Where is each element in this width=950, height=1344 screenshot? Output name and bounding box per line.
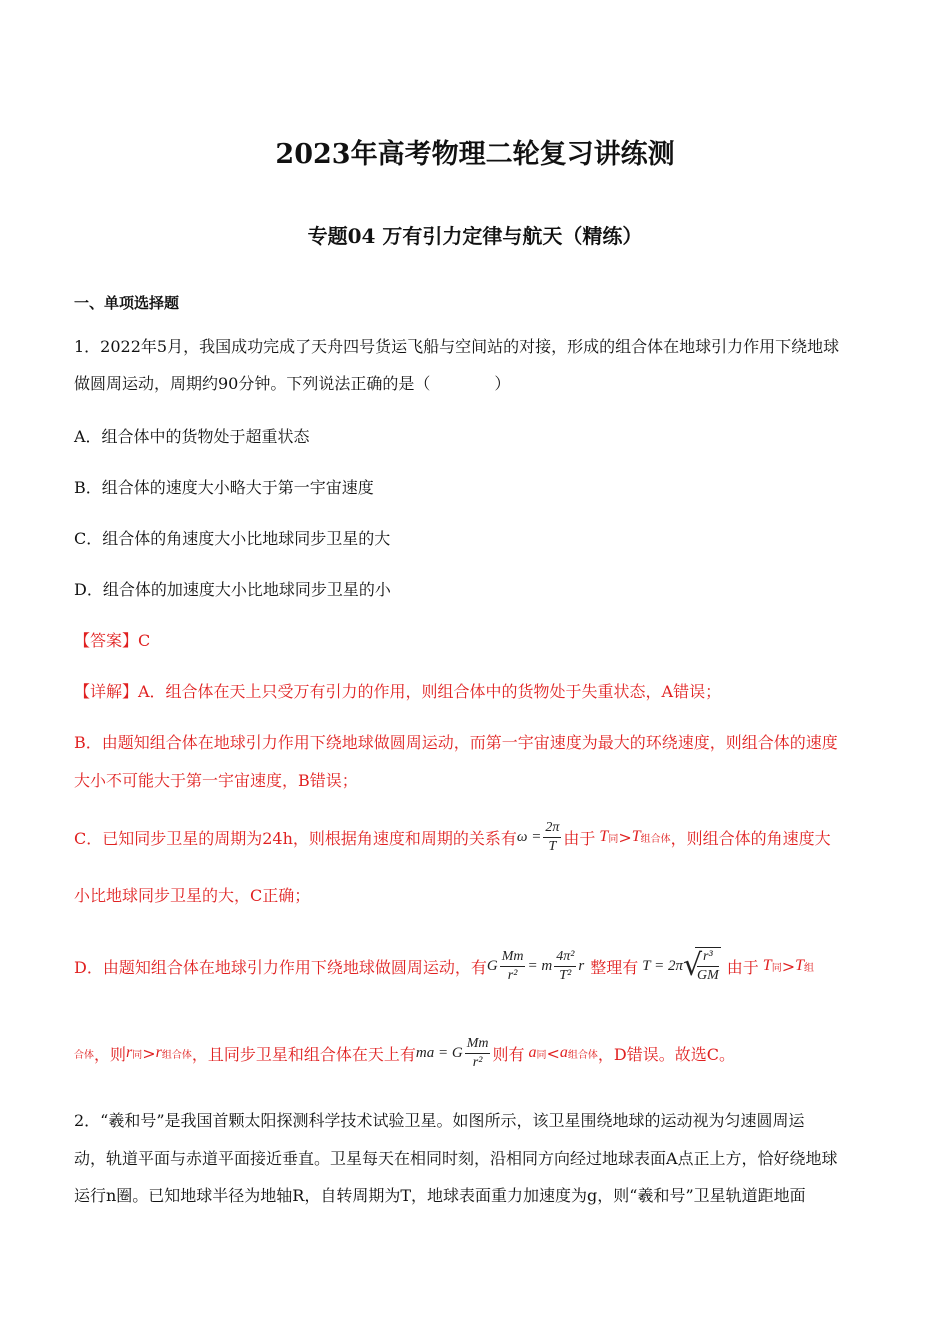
gt-sign: >	[142, 1043, 156, 1063]
section-heading: 一、单项选择题	[74, 294, 180, 312]
symbol-r: r	[126, 1044, 133, 1061]
q1-detail-b-line1: B．由题知组合体在地球引力作用下绕地球做圆周运动，而第一宇宙速度为最大的环绕速度，则组合体的速度	[74, 733, 838, 752]
q2-line3: 运行n圈。已知地球半径为地轴R，自转周期为T，地球表面重力加速度为g，则“羲和号”卫星轨道距地面	[74, 1186, 806, 1205]
q1-option-a: A．组合体中的货物处于超重状态	[74, 427, 310, 446]
q1-answer: 【答案】C	[74, 631, 151, 650]
detail-d-text-post: 由于	[726, 957, 759, 977]
symbol-a: a	[528, 1044, 537, 1061]
q1-detail-a: 【详解】A．组合体在天上只受万有引力的作用，则组合体中的货物处于失重状态，A错误；	[74, 682, 722, 701]
q1-stem-line2: 做圆周运动，周期约90分钟。下列说法正确的是（ ）	[74, 374, 511, 393]
subscript-tong: 同	[536, 1049, 547, 1061]
symbol-t: T	[795, 957, 804, 974]
q2-line2: 动，轨道平面与赤道平面接近垂直。卫星每天在相同时刻，沿相同方向经过地球表面A点正上方，恰好绕地球	[74, 1149, 838, 1168]
subscript-hedi: 合体	[74, 1049, 94, 1061]
subscript-tong: 同	[608, 833, 619, 845]
q1-detail-d-line1	[74, 930, 814, 1002]
acceleration-formula: ma = G $\frac{Mm}{\text{r²}}$	[415, 1035, 489, 1070]
detail-c-text-mid: 由于	[563, 828, 596, 848]
symbol-t: T	[599, 828, 609, 845]
detail-c-text: C．已知同步卫星的周期为24h，则根据角速度和周期的关系有	[74, 828, 517, 848]
detail-d2-text-c: 则有	[492, 1044, 525, 1064]
omega-formula: ω = $\frac{2\pi}{T}$	[516, 819, 560, 854]
q1-option-d: D．组合体的加速度大小比地球同步卫星的小	[74, 580, 391, 599]
q1-detail-c-line2: 小比地球同步卫星的大，C正确；	[74, 886, 311, 905]
subscript-tong: 同	[771, 962, 782, 974]
detail-d-text: D．由题知组合体在地球引力作用下绕地球做圆周运动，有	[74, 957, 487, 977]
lt-sign: <	[546, 1043, 560, 1063]
subscript-zu: 组	[804, 962, 814, 974]
subscript-zuhe: 组合体	[161, 1049, 192, 1061]
gt-sign: >	[781, 956, 796, 976]
subscript-zuhe: 组合体	[640, 833, 671, 845]
gravitation-formula: G $\frac{Mm}{\text{r²}}$ = m $\frac{\text{4π²}}{\text{T²}}$ r	[486, 948, 585, 983]
q1-stem-line1: 1．2022年5月，我国成功完成了天舟四号货运飞船与空间站的对接，形成的组合体在地球引力作用下绕地球	[74, 337, 840, 356]
symbol-r: r	[155, 1044, 162, 1061]
q1-option-c: C．组合体的角速度大小比地球同步卫星的大	[74, 529, 391, 548]
detail-c-text-post: ，则组合体的角速度大	[670, 828, 831, 848]
gt-sign: >	[618, 827, 632, 847]
q1-detail-b-line2: 大小不可能大于第一宇宙速度，B错误；	[74, 771, 358, 790]
page-title: 2023年高考物理二轮复习讲练测	[275, 139, 675, 170]
symbol-t: T	[631, 828, 641, 845]
period-formula: T = 2π √ $\frac{\text{r³}}{GM}$	[642, 948, 719, 983]
q1-detail-d-line2	[74, 1028, 735, 1078]
detail-d-text-mid: 整理有	[590, 957, 639, 977]
symbol-a: a	[559, 1044, 568, 1061]
q1-option-b: B．组合体的速度大小略大于第一宇宙速度	[74, 478, 374, 497]
subscript-tong: 同	[132, 1049, 143, 1061]
detail-d2-text-d: ，D错误。故选C。	[597, 1044, 735, 1064]
detail-d2-text-b: ，且同步卫星和组合体在天上有	[191, 1044, 416, 1064]
page-subtitle: 专题04 万有引力定律与航天（精练）	[307, 224, 643, 248]
symbol-t: T	[762, 957, 772, 974]
q1-detail-c-line1	[74, 814, 831, 860]
subscript-zuhe: 组合体	[567, 1049, 598, 1061]
detail-d2-text-a: ，则	[94, 1044, 127, 1064]
q2-line1: 2．“羲和号”是我国首颗太阳探测科学技术试验卫星。如图所示，该卫星围绕地球的运动视为匀速圆周运	[74, 1111, 805, 1130]
